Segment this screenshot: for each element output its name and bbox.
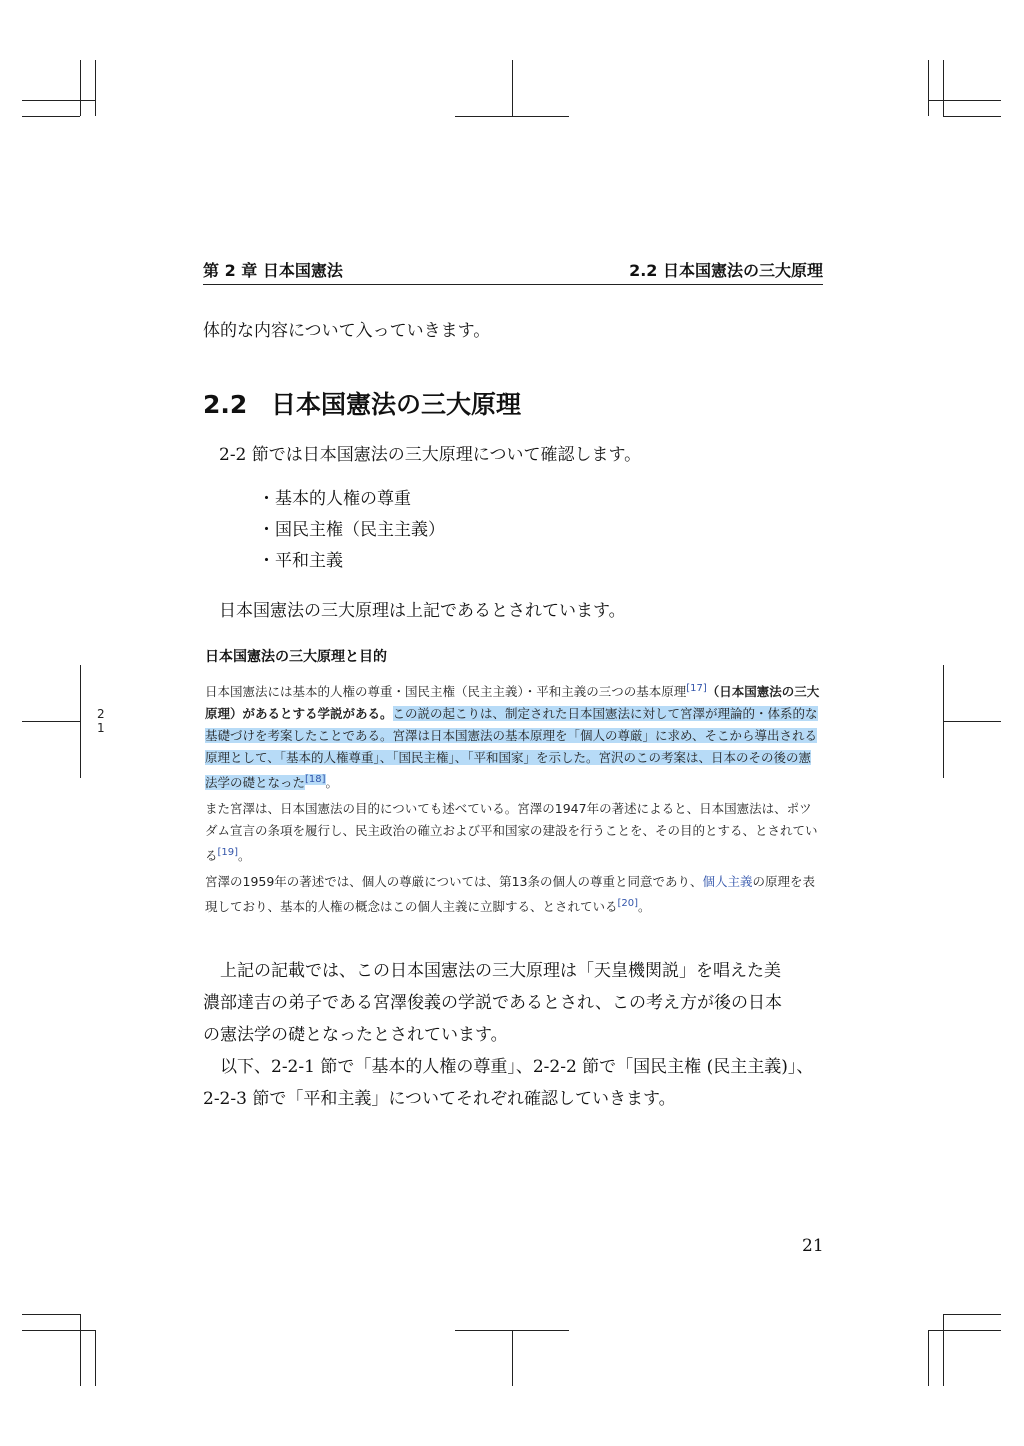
citation-ref[interactable]: [19] bbox=[217, 847, 239, 859]
body-line: 濃部達吉の弟子である宮澤俊義の学説であるとされ、この考え方が後の日本 bbox=[203, 993, 783, 1013]
citation-ref[interactable]: [17] bbox=[686, 683, 707, 694]
excerpt-paragraph-3: 宮澤の1959年の著述では、個人の尊厳については、第13条の個人の尊重と同意であり、個人主義の原理を表現しており、基本的人権の概念はこの個人主義に立脚する、とされている[20]。 bbox=[205, 874, 816, 915]
principle-list bbox=[258, 484, 445, 577]
excerpt-paragraph-1: 日本国憲法には基本的人権の尊重・国民主権（民主主義）・平和主義の三つの基本原理[17]（日本国憲法の三大原理）があるとする学説がある。この説の起こりは、制定された日本国憲法に対して宮澤が理論的・体系的な基礎づけを考案したことである。宮澤は日本国憲法の基本原理を「個人の尊厳」に求め、そこから導出される原理として、「基本的人権尊重」、「国民主権」、「平和国家」を示した。宮沢のこの考案は、日本のその後の憲法学の礎となった[18]。 bbox=[205, 683, 820, 791]
section-title: 日本国憲法の三大原理 bbox=[271, 390, 522, 419]
running-header bbox=[203, 256, 823, 285]
intro-line: 体的な内容について入っていきます。 bbox=[203, 321, 491, 341]
body-line: 以下、2-2-1 節で「基本的人権の尊重」、2-2-2 節で「国民主権 (民主主義)」、 bbox=[203, 1057, 814, 1077]
body-line: 上記の記載では、この日本国憲法の三大原理は「天皇機関説」を唱えた美 bbox=[203, 961, 781, 981]
section-heading bbox=[203, 385, 521, 421]
citation-ref[interactable]: [18] bbox=[305, 774, 326, 786]
list-item: ・国民主権（民主主義） bbox=[258, 520, 445, 540]
section-number: 2.2 bbox=[203, 390, 248, 419]
excerpt-heading: 日本国憲法の三大原理と目的 bbox=[205, 649, 387, 665]
header-section: 2.2 日本国憲法の三大原理 bbox=[629, 261, 823, 280]
highlighted-text: この説の起こりは、制定された日本国憲法に対して宮澤が理論的・体系的な基礎づけを考案したことである。宮澤は日本国憲法の基本原理を「個人の尊厳」に求め、そこから導出される原理として、「基本的人権尊重」、「国民主権」、「平和国家」を示した。宮沢のこの考案は、日本のその後の憲法学の礎となった bbox=[205, 706, 818, 791]
quoted-wiki-excerpt bbox=[205, 646, 820, 923]
header-chapter: 第 2 章 日本国憲法 bbox=[203, 261, 343, 280]
page-number: 21 bbox=[802, 1236, 824, 1256]
list-item: ・平和主義 bbox=[258, 551, 343, 571]
after-list-paragraph: 日本国憲法の三大原理は上記であるとされています。 bbox=[219, 601, 626, 621]
list-item: ・基本的人権の尊重 bbox=[258, 489, 411, 509]
excerpt-paragraph-2: また宮澤は、日本国憲法の目的についても述べている。宮澤の1947年の著述によると、日本国憲法は、ポツダム宣言の条項を履行し、民主政治の確立および平和国家の建設を行うことを、その目的とする、とされている[19]。 bbox=[205, 801, 818, 864]
closing-paragraphs bbox=[203, 955, 825, 1115]
citation-ref[interactable]: [20] bbox=[617, 898, 639, 910]
body-line: の憲法学の礎となったとされています。 bbox=[203, 1025, 508, 1045]
individualism-link[interactable]: 個人主義 bbox=[702, 874, 753, 890]
lead-paragraph: 2-2 節では日本国憲法の三大原理について確認します。 bbox=[219, 445, 642, 465]
body-line: 2-2-3 節で「平和主義」についてそれぞれ確認していきます。 bbox=[203, 1089, 676, 1109]
side-page-number: 2 1 bbox=[97, 707, 105, 735]
